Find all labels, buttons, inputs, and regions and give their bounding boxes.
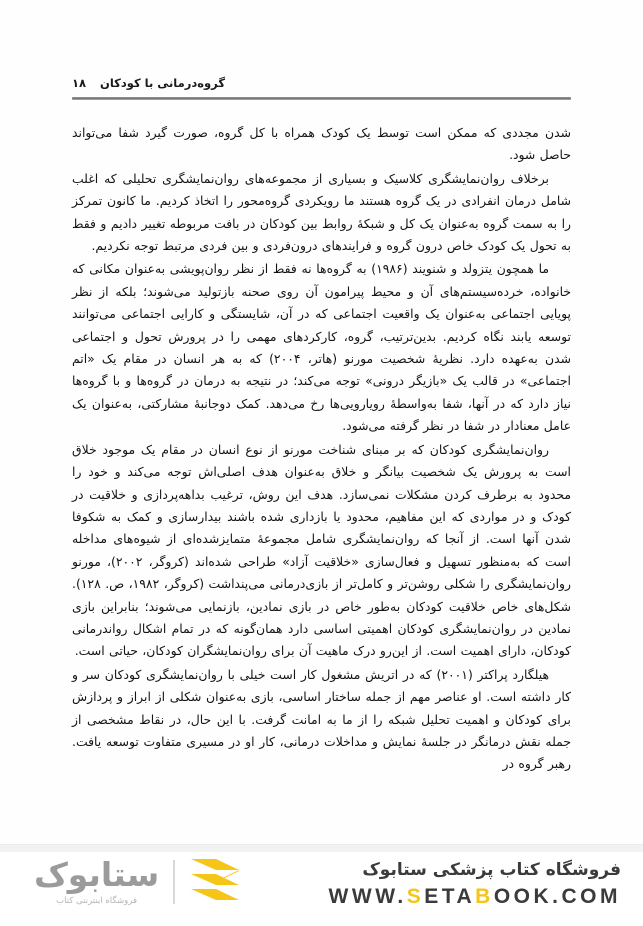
url-eta: ETA	[424, 885, 476, 909]
brand-text	[329, 859, 621, 909]
running-head	[72, 76, 571, 90]
chevron-logo-icon	[189, 857, 243, 907]
logo-wordmark: ستابوک	[34, 855, 160, 894]
shop-name: فروشگاه کتاب پزشکی ستابوک	[362, 860, 621, 880]
paragraph-4: روان‌نمایشگری کودکان که بر مبنای شناخت مورنو از نوع انسان در مقام یک موجود خلاق است به پرورش یک شخصیت بیانگر و خلاق به‌عنوان هدف اصلی‌اش توجه می‌کند و خود را محدود به برطرف کردن مشکلات نمی‌سازد. هدف این روش، ترغیب بداهه‌پردازی و خلاقیت در کودک و در مواردی که این مفاهیم، محدود یا بازداری شده باشند بیدارسازی و کمک به شکوفا شدن آنها است. از آنجا که روان‌نمایشگری شامل مجموعهٔ متمایزشده‌ای از شیوه‌های مداخله است که به‌منظور تسهیل و فعال‌سازی «خلاقیت آزاد» طراحی شده‌اند (کروگر، ۲۰۰۲)، مورنو روان‌نمایشگری را شکلی روشن‌تر و کامل‌تر از بازی‌درمانی می‌پنداشت (کروگر، ۱۹۸۲، ص. ۱۲۸). شکل‌های خاص خلاقیت کودکان به‌طور خاص در بازی نمادین، بازنمایی می‌شوند؛ بنابراین بازی نمادین در روان‌نمایشگری کودکان اهمیتی اساسی دارد همان‌گونه که در تمام اشکال رواندرمانی کودکان، دارای اهمیت است. از این‌رو درک ماهیت آن برای روان‌نمایشگران کودکان، حیاتی است.	[72, 441, 571, 659]
footer-divider	[0, 845, 643, 852]
paragraph-1: شدن مجددی که ممکن است توسط یک کودک همراه با کل گروه، صورت گیرد شفا می‌تواند حاصل شود.	[72, 125, 571, 163]
logo-wordmark-block	[34, 855, 160, 906]
footer-watermark	[0, 844, 643, 926]
paragraph-5: هیلگارد پراکتر (۲۰۰۱) که در اتریش مشغول کار است خیلی با روان‌نمایشگری کودکان سر و کار داشته است. او عناصر مهم از جمله ساختار اساسی، بازی به‌عنوان شکلی از ابراز و پردازش برای کودکان و اهمیت تحلیل شبکه را از ما به امانت گرفت. با این حال، در نقاط مشخصی از جمله نقش درمانگر در جلسهٔ نمایش و مداخلات درمانی، کار او در مسیری متفاوت توسعه یافت. رهبر گروه در	[72, 666, 571, 772]
shop-url[interactable]	[329, 885, 621, 909]
page-body	[72, 122, 571, 777]
paragraph-3: ما همچون یتزولد و شنویند (۱۹۸۶) به گروه‌ها نه فقط از نظر روان‌پویشی به‌عنوان مکانی که خانواده، خرده‌سیستم‌های آن و محیط پیرامون آن روی صحنه بازتولید می‌شوند؛ بلکه از نظر پویایی اجتماعی به‌عنوان یک واقعیت اجتماعی که در آن، شایستگی و کارایی اجتماعی می‌توانند توسعه یابند نگاه کردیم. بدین‌ترتیب، گروه، کارکردهای مهمی را در پرورش تحول و اجتماعی شدن به‌عهده دارد. نظریهٔ شخصیت مورنو (هاتر، ۲۰۰۴) که به هر انسان در مقام یک «اتم اجتماعی» در قالب یک «بازیگر درونی» توجه می‌کند؛ در نتیجه به درمان در گروه‌ها و با گروه‌ها نیاز دارد که در آنها، شفا به‌واسطهٔ رویارویی‌ها رخ می‌دهد. کمک دوجانبهٔ مشارکتی، به‌عنوان یک عامل معنادار در شفا در نظر گرفته می‌شود.	[72, 261, 571, 434]
url-lead: WWW.	[328, 885, 407, 909]
paragraph-2: برخلاف روان‌نمایشگری کلاسیک و بسیاری از مجموعه‌های روان‌نمایشگری تحلیلی که اغلب شامل درمان انفرادی در یک گروه هستند ما رویکردی گروه‌محور را اتخاذ کردیم. ما کانون تمرکز را به سمت گروه به‌عنوان یک کل و شبکهٔ روابط بین کودکان در بافت مربوطه تغییر دادیم و فقط به تحول یک کودک خاص درون گروه و فرایندهای درون‌فردی و بین فردی مرتبط توجه نکردیم.	[72, 170, 571, 254]
header-rule	[72, 97, 571, 100]
brand-logo[interactable]	[34, 857, 243, 907]
url-s: S	[406, 885, 425, 909]
logo-tagline: فروشگاه اینترنتی کتاب	[56, 896, 138, 906]
url-tail: OOK.COM	[493, 885, 621, 909]
running-title: گروه‌درمانی با کودکان	[100, 76, 226, 90]
logo-divider	[173, 860, 175, 904]
url-b: B	[475, 885, 494, 909]
page-number: ۱۸	[72, 76, 87, 90]
